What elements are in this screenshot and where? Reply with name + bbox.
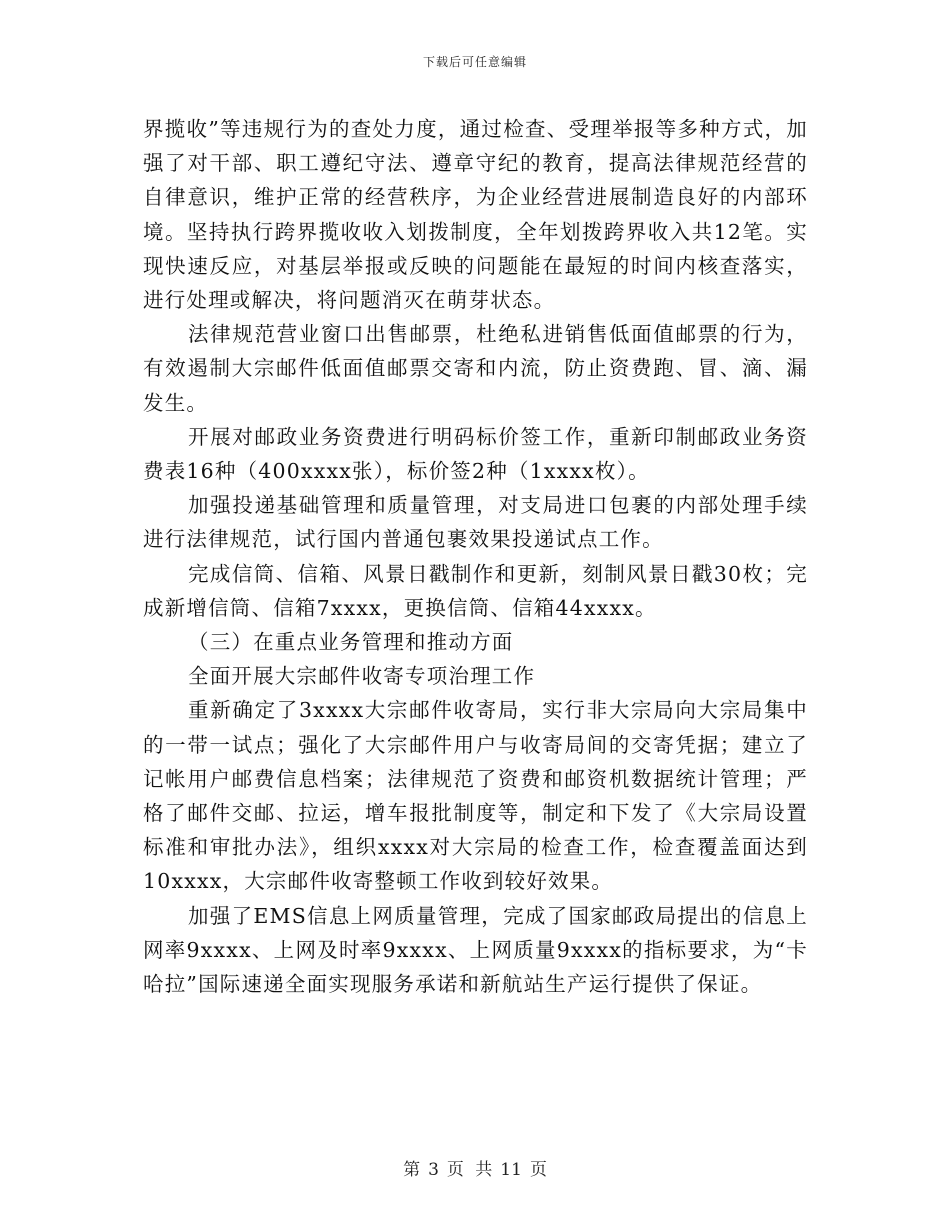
footer-suffix: 页: [529, 1160, 547, 1180]
page-number: 3: [428, 1160, 439, 1180]
paragraph-delivery-management: 加强投递基础管理和质量管理，对支局进口包裹的内部处理手续进行法律规范，试行国内普通包裹效果投递试点工作。: [143, 493, 808, 552]
footer-middle: 页 共: [446, 1160, 493, 1180]
total-pages: 11: [500, 1160, 522, 1180]
subsection-heading: 全面开展大宗邮件收寄专项治理工作: [188, 664, 536, 689]
paragraph-mailboxes: 完成信筒、信箱、风景日戳制作和更新，刻制风景日戳30枚；完成新增信筒、信箱7xxxx，更换信筒、信箱44xxxx。: [143, 561, 808, 620]
paragraph-price-labels: 开展对邮政业务资费进行明码标价签工作，重新印制邮政业务资费表16种（400xxxx张），标价签2种（1xxxx枚）。: [143, 424, 808, 484]
document-body: [143, 112, 808, 1001]
paragraph-ems: 加强了EMS信息上网质量管理，完成了国家邮政局提出的信息上网率9xxxx、上网及时率9xxxx、上网质量9xxxx的指标要求，为“卡哈拉”国际速递全面实现服务承诺和新航站生产运行提供了保证。: [143, 903, 808, 997]
section-heading: （三）在重点业务管理和推动方面: [188, 630, 514, 655]
paragraph-stamp-sales: 法律规范营业窗口出售邮票，杜绝私进销售低面值邮票的行为，有效遏制大宗邮件低面值邮票交寄和内流，防止资费跑、冒、滴、漏发生。: [143, 322, 808, 415]
paragraph-bulk-mail: 重新确定了3xxxx大宗邮件收寄局，实行非大宗局向大宗局集中的一带一试点；强化了大宗邮件用户与收寄局间的交寄凭据；建立了记帐用户邮费信息档案；法律规范了资费和邮资机数据统计管理；严格了邮件交邮、拉运，增车报批制度等，制定和下发了《大宗局设置标准和审批办法》，组织xxxx对大宗局的检查工作，检查覆盖面达到10xxxx，大宗邮件收寄整顿工作收到较好效果。: [143, 698, 808, 894]
footer-prefix: 第: [403, 1160, 421, 1180]
page-header: 下载后可任意编辑: [422, 55, 527, 69]
page-footer: [0, 1155, 950, 1180]
paragraph-continuation: 界揽收”等违规行为的查处力度，通过检查、受理举报等多种方式，加强了对干部、职工遵纪守法、遵章守纪的教育，提高法律规范经营的自律意识，维护正常的经营秩序，为企业经营进展制造良好的内部环境。坚持执行跨界揽收收入划拨制度，全年划拨跨界收入共12笔。实现快速反应，对基层举报或反映的问题能在最短的时间内核查落实，进行处理或解决，将问题消灭在萌芽状态。: [143, 117, 808, 313]
